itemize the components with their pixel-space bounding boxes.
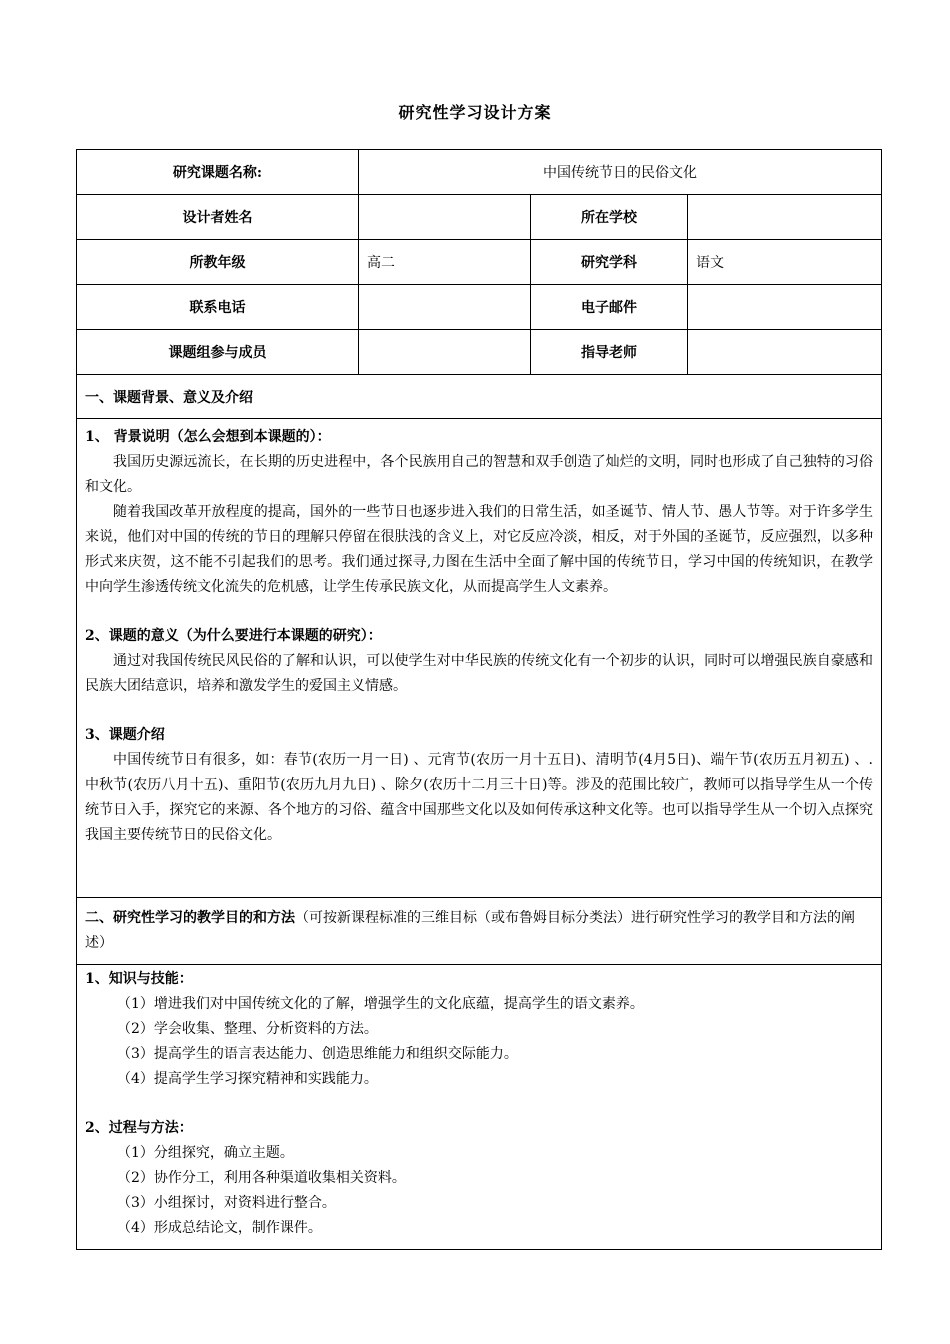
row-members [77,330,882,375]
topic-value: 中国传统节日的民俗文化 [359,150,882,195]
section2-heading [77,898,882,965]
introduction-title: 3、课题介绍 [85,727,165,743]
row-grade [77,240,882,285]
grade-label: 所教年级 [77,240,359,285]
section1-body [77,419,882,898]
row-designer [77,195,882,240]
page-title: 研究性学习设计方案 [398,103,552,122]
school-label: 所在学校 [531,195,688,240]
knowledge-item: （2）学会收集、整理、分析资料的方法。 [117,1021,378,1037]
row-section1-heading [77,375,882,419]
grade-value: 高二 [359,240,531,285]
introduction-paragraph: 中国传统节日有很多，如：春节(农历一月一日) 、元宵节(农历一月十五日)、清明节(4月5日)、端午节(农历五月初五) 、.中秋节(农历八月十五)、重阳节(农历九月九日) 、除夕(农历十二月三十日)等。涉及的范围比较广，教师可以指导学生从一个传统节日入手，探究它的来源、各个地方的习俗、蕴含中国那些文化以及如何传承这种文化等。也可以指导学生从一个切入点探究我国主要传统节日的民俗文化。 [85,752,873,843]
row-contact [77,285,882,330]
section1-heading: 一、课题背景、意义及介绍 [77,375,882,419]
designer-label: 设计者姓名 [77,195,359,240]
advisor-label: 指导老师 [531,330,688,375]
significance-paragraph: 通过对我国传统民风民俗的了解和认识，可以使学生对中华民族的传统文化有一个初步的认识，同时可以增强民族自豪感和民族大团结意识，培养和激发学生的爱国主义情感。 [85,653,873,694]
spacer [85,600,873,624]
design-form-table [76,149,882,1250]
knowledge-item: （1）增进我们对中国传统文化的了解，增强学生的文化底蕴，提高学生的语文素养。 [117,996,644,1012]
section2-body [77,965,882,1250]
phone-label: 联系电话 [77,285,359,330]
row-topic [77,150,882,195]
spacer [85,699,873,723]
email-label: 电子邮件 [531,285,688,330]
background-title: 1、 背景说明（怎么会想到本课题的）： [85,429,331,445]
process-item: （2）协作分工，利用各种渠道收集相关资料。 [117,1170,406,1186]
designer-value [359,195,531,240]
school-value [688,195,882,240]
topic-label: 研究课题名称: [77,150,359,195]
section2-heading-bold: 二、研究性学习的教学目的和方法 [85,910,295,926]
knowledge-item: （3）提高学生的语言表达能力、创造思维能力和组织交际能力。 [117,1046,518,1062]
phone-value [359,285,531,330]
subject-label: 研究学科 [531,240,688,285]
significance-title: 2、课题的意义（为什么要进行本课题的研究）： [85,628,382,644]
row-section1-body [77,419,882,898]
subject-value: 语文 [688,240,882,285]
spacer [85,1092,873,1116]
section2-heading-note: （可按新课程标准的三维目标（或布鲁姆目标分类法）进行研究性学习的教学目和方法的阐述） [85,910,855,951]
process-item: （1）分组探究，确立主题。 [117,1145,294,1161]
members-label: 课题组参与成员 [77,330,359,375]
row-section2-body [77,965,882,1250]
background-paragraph-2: 随着我国改革开放程度的提高，国外的一些节日也逐步进入我们的日常生活，如圣诞节、情人节、愚人节等。对于许多学生来说，他们对中国的传统的节日的理解只停留在很肤浅的含义上，对它反应冷淡，相反，对于外国的圣诞节，反应强烈，以多种形式来庆贺，这不能不引起我们的思考。我们通过探寻,力图在生活中全面了解中国的传统节日，学习中国的传统知识，在教学中向学生渗透传统文化流失的危机感，让学生传承民族文化，从而提高学生人文素养。 [85,504,873,595]
knowledge-skills-title: 1、知识与技能： [85,971,193,987]
process-methods-title: 2、过程与方法： [85,1120,193,1136]
background-paragraph-1: 我国历史源远流长，在长期的历史进程中，各个民族用自己的智慧和双手创造了灿烂的文明，同时也形成了自己独特的习俗和文化。 [85,454,873,495]
members-value [359,330,531,375]
process-item: （4）形成总结论文，制作课件。 [117,1220,322,1236]
process-item: （3）小组探讨，对资料进行整合。 [117,1195,336,1211]
advisor-value [688,330,882,375]
row-section2-heading [77,898,882,965]
email-value [688,285,882,330]
knowledge-item: （4）提高学生学习探究精神和实践能力。 [117,1071,378,1087]
